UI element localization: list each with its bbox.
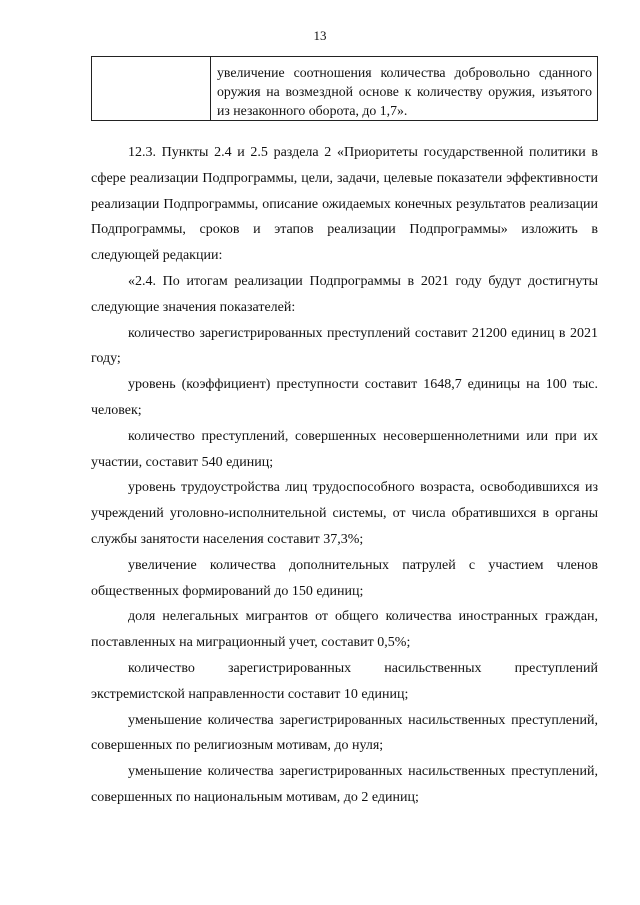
table-cell-empty: [92, 57, 211, 121]
continuation-table: [91, 56, 598, 121]
paragraph-indicator: доля нелегальных мигрантов от общего количества иностранных граждан, поставленных на миграционный учет, составит 0,5%;: [91, 609, 598, 651]
paragraph-indicator: количество преступлений, совершенных несовершеннолетними или при их участии, составит 540 единиц;: [91, 428, 598, 470]
paragraph-indicator: увеличение количества дополнительных патрулей с участием членов общественных формирований до 150 единиц;: [91, 557, 598, 599]
paragraph-amendment-intro: 12.3. Пункты 2.4 и 2.5 раздела 2 «Приоритеты государственной политики в сфере реализации Подпрограммы, цели, задачи, целевые показатели эффективности реализации Подпрограммы, описание ожидаемых конечных результатов реализации Подпрограммы, сроков и этапов реализации Подпрограммы» изложить в следующей редакции:: [91, 145, 598, 264]
paragraph-indicator: уровень (коэффициент) преступности составит 1648,7 единицы на 100 тыс. человек;: [91, 377, 598, 418]
paragraph-indicator: уменьшение количества зарегистрированных насильственных преступлений, совершенных по религиозным мотивам, до нуля;: [91, 712, 598, 754]
paragraph-indicator: количество зарегистрированных преступлений составит 21200 единиц в 2021 году;: [91, 325, 598, 367]
paragraph-indicator: количество зарегистрированных насильственных преступлений экстремистской направленности составит 10 единиц;: [91, 660, 598, 702]
document-body: [91, 140, 598, 811]
page-number: 13: [313, 28, 327, 43]
table-cell-text: увеличение соотношения количества добровольно сданного оружия на возмездной основе к количеству оружия, изъятого из незаконного оборота, до 1,7».: [211, 57, 598, 121]
table-row: [92, 57, 598, 121]
paragraph-indicator: уровень трудоустройства лиц трудоспособного возраста, освободившихся из учреждений уголовно-исполнительной системы, от числа обратившихся в органы службы занятости населения составит 37,3%;: [91, 480, 598, 547]
paragraph-section-2-4: «2.4. По итогам реализации Подпрограммы в 2021 году будут достигнуты следующие значения показателей:: [91, 273, 598, 315]
paragraph-indicator: уменьшение количества зарегистрированных насильственных преступлений, совершенных по национальным мотивам, до 2 единиц;: [91, 764, 598, 805]
